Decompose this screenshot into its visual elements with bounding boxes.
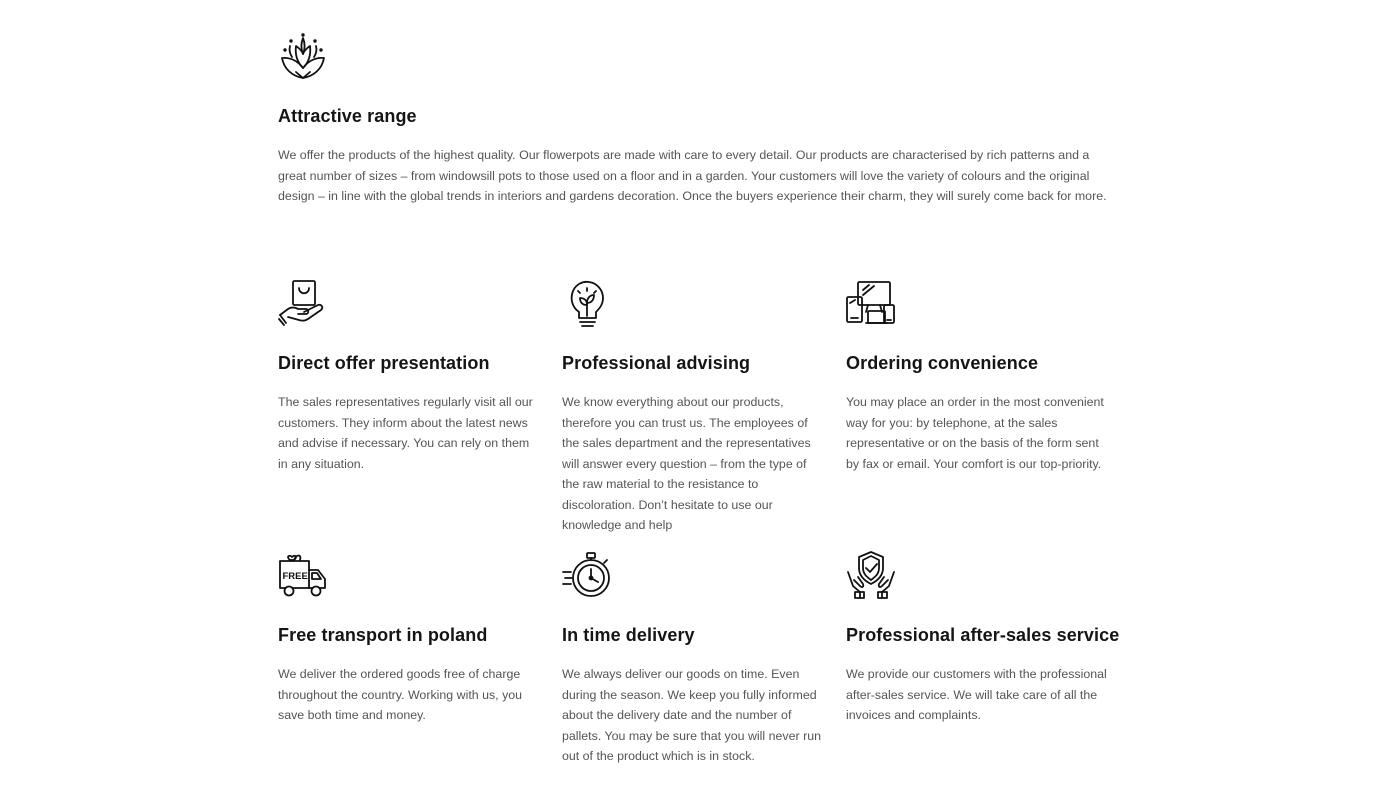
feature-title: Free transport in poland: [278, 625, 488, 645]
feature-text: We deliver the ordered goods free of charge throughout the country. Working with us, you save both time and money.: [278, 667, 523, 722]
hand-bag-icon: [278, 279, 328, 329]
feature-text: We always deliver our goods on time. Even during the season. We keep you fully informed about the delivery date and the number of pallets. You may be sure that you will never run out of the product which is in stock.: [562, 667, 821, 763]
hero-text: We offer the products of the highest quality. Our flowerpots are made with care to every detail. Our products are characterised by rich patterns and a great number of sizes – from windowsill pots to those used on a floor and in a garden. Your customers will love the variety of colours and the original design – in line with the global trends in interiors and gardens decoration. Once the buyers experience their charm, they will surely come back for more.: [278, 148, 1107, 203]
feature-title: In time delivery: [562, 625, 695, 645]
feature-text: You may place an order in the most convenient way for you: by telephone, at the sales representative or on the basis of the form sent by fax or email. Your comfort is our top-priority.: [846, 395, 1104, 471]
feature-text: We provide our customers with the professional after-sales service. We will take care of all the invoices and complaints.: [846, 667, 1107, 722]
devices-icon: [846, 279, 896, 329]
feature-text: The sales representatives regularly visit all our customers. They inform about the latest news and advise if necessary. You can rely on them in any situation.: [278, 395, 533, 471]
lotus-icon: [278, 32, 328, 82]
free-label: FREE: [282, 571, 308, 582]
free-delivery-truck-icon: [278, 552, 328, 602]
feature-title: Professional advising: [562, 353, 751, 373]
lightbulb-plant-icon: [562, 279, 612, 329]
feature-title: Professional after-sales service: [846, 625, 1120, 645]
feature-title: Ordering convenience: [846, 353, 1039, 373]
shield-hands-icon: [846, 550, 896, 600]
stopwatch-icon: [562, 551, 612, 601]
feature-text: We know everything about our products, therefore you can trust us. The employees of the sales department and the representatives will answer every question – from the type of the raw material to the resistance to discoloration. Don’t hesitate to use our knowledge and help: [562, 395, 811, 532]
feature-title: Direct offer presentation: [278, 353, 490, 373]
hero-title: Attractive range: [278, 106, 417, 126]
